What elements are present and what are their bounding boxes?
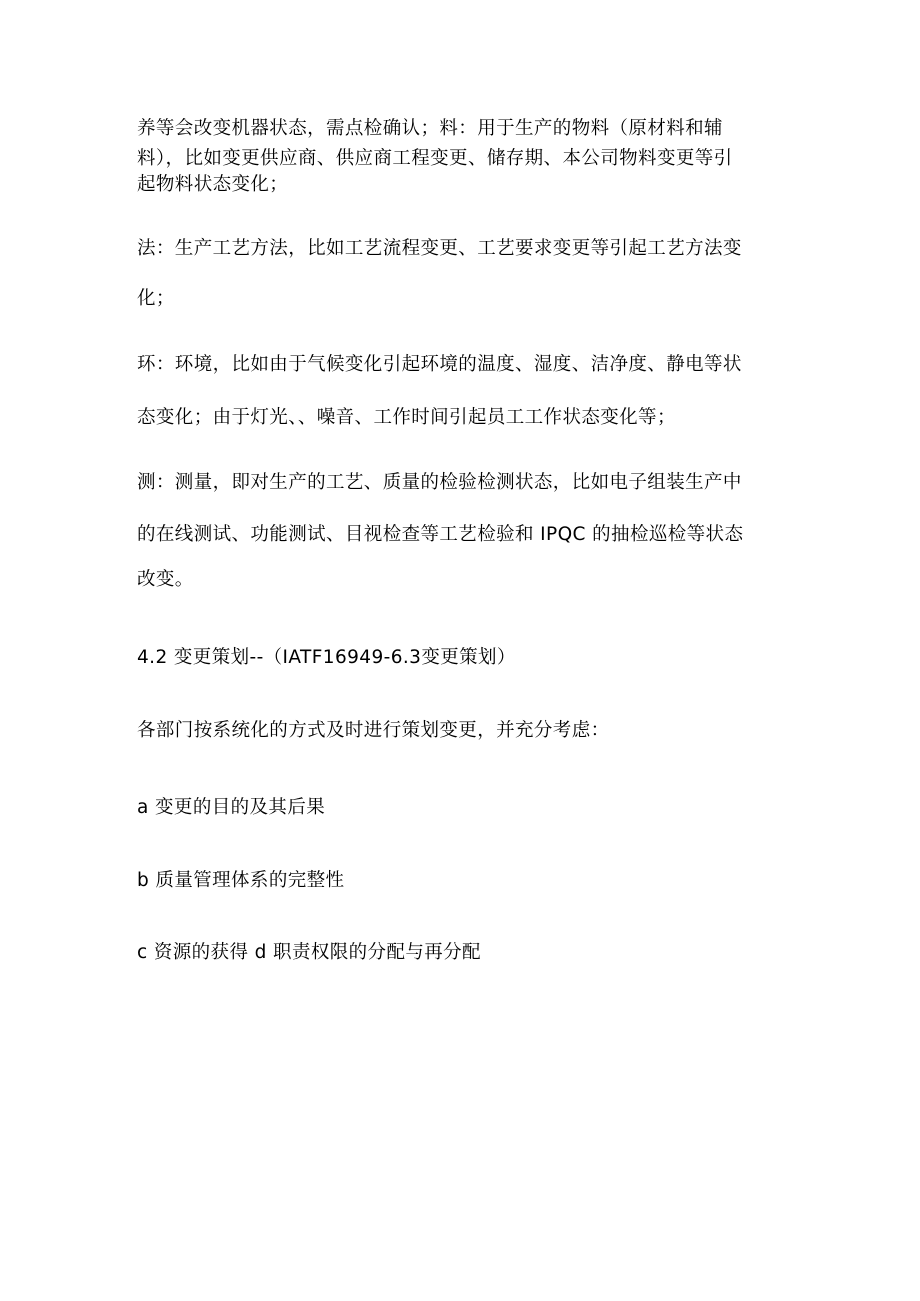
section-heading: 4.2 变更策划--（IATF16949-6.3变更策划） [137,647,516,668]
paragraph-measurement-line-3: 改变。 [137,569,194,590]
paragraph-measurement-line-1: 测：测量，即对生产的工艺、质量的检验检测状态，比如电子组装生产中 [137,472,742,493]
paragraph-measurement-line-2: 的在线测试、功能测试、目视检查等工艺检验和 IPQC 的抽检巡检等状态 [137,524,744,545]
paragraph-environment-line-2: 态变化；由于灯光、、噪音、工作时间引起员工工作状态变化等； [137,407,676,428]
paragraph-machine-material-line-2: 料），比如变更供应商、供应商工程变更、储存期、本公司物料变更等引 [137,148,733,169]
paragraph-environment-line-1: 环：环境，比如由于气候变化引起环境的温度、湿度、洁净度、静电等状 [137,354,742,375]
paragraph-machine-material-line-3: 起物料状态变化； [137,174,289,195]
intro-text: 各部门按系统化的方式及时进行策划变更，并充分考虑： [137,720,610,741]
list-item-b: b 质量管理体系的完整性 [137,870,345,891]
paragraph-method-line-1: 法：生产工艺方法，比如工艺流程变更、工艺要求变更等引起工艺方法变 [137,238,742,259]
list-item-c-d: c 资源的获得 d 职责权限的分配与再分配 [137,942,481,963]
list-item-a: a 变更的目的及其后果 [137,797,326,818]
paragraph-method-line-2: 化； [137,288,175,309]
paragraph-machine-material-line-1: 养等会改变机器状态，需点检确认；料：用于生产的物料（原材料和辅 [137,118,723,139]
